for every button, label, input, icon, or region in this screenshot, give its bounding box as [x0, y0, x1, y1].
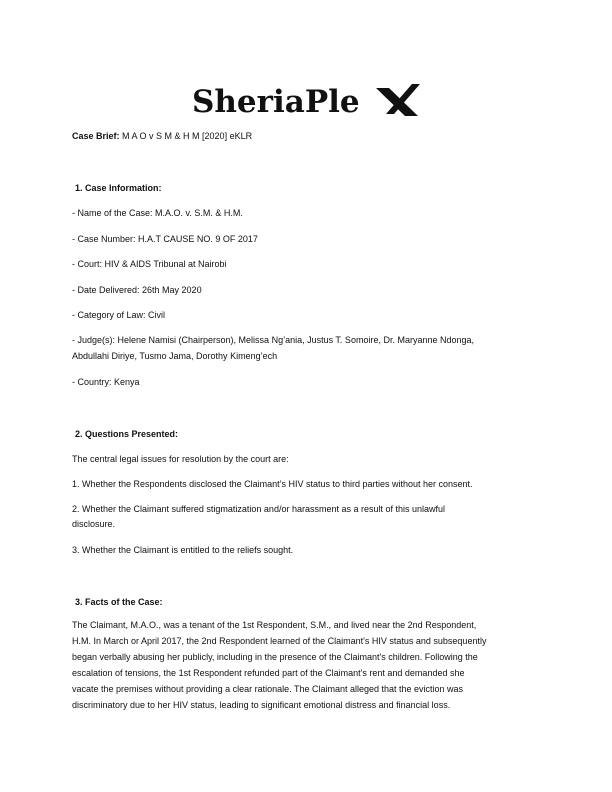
questions-intro: The central legal issues for resolution by the court are: — [72, 454, 289, 464]
section-heading-facts: 3. Facts of the Case: — [75, 597, 163, 607]
case-number: - Case Number: H.A.T CAUSE NO. 9 OF 2017 — [72, 234, 258, 244]
section-heading-case-info: 1. Case Information: — [75, 183, 162, 193]
facts-paragraph — [72, 617, 542, 713]
case-brief-line — [72, 130, 252, 143]
facts-line: The Claimant, M.A.O., was a tenant of the 1st Respondent, S.M., and lived near the 2nd Respondent, — [72, 620, 477, 630]
case-category: - Category of Law: Civil — [72, 310, 166, 320]
logo-x-mark — [376, 84, 420, 116]
facts-line: began verbally abusing her publicly, including in the presence of the Claimant's children. Following the — [72, 652, 478, 662]
case-judges-line-2: Abdullahi Diriye, Tusmo Jama, Dorothy Kimeng’ech — [72, 351, 278, 361]
question-2-line-1: 2. Whether the Claimant suffered stigmatization and/or harassment as a result of this unlawful — [72, 504, 446, 514]
case-brief-value: M A O v S M & H M [2020] eKLR — [119, 131, 253, 141]
facts-line: H.M. In March or April 2017, the 2nd Respondent learned of the Claimant's HIV status and subsequently — [72, 636, 487, 646]
case-judges-line-1: - Judge(s): Helene Namisi (Chairperson), Melissa Ng’ania, Justus T. Somoire, Dr. Maryanne Ndonga, — [72, 335, 474, 345]
case-name: - Name of the Case: M.A.O. v. S.M. & H.M. — [72, 208, 243, 218]
sheriaplex-logo — [0, 76, 612, 124]
case-date: - Date Delivered: 26th May 2020 — [72, 285, 202, 295]
question-1: 1. Whether the Respondents disclosed the Claimant’s HIV status to third parties without her consent. — [72, 479, 473, 489]
question-2-line-2: disclosure. — [72, 519, 116, 529]
facts-line: escalation of tensions, the 1st Respondent refunded part of the Claimant's rent and demanded she — [72, 668, 465, 678]
section-heading-questions: 2. Questions Presented: — [75, 429, 179, 439]
case-brief-label: Case Brief: — [72, 131, 120, 141]
case-country: - Country: Kenya — [72, 377, 140, 387]
case-court: - Court: HIV & AIDS Tribunal at Nairobi — [72, 259, 227, 269]
logo-wordmark: SheriaPle — [192, 84, 360, 120]
facts-line: vacate the premises without providing a clear rationale. The Claimant alleged that the eviction was — [72, 684, 464, 694]
facts-line: discriminatory due to her HIV status, leading to significant emotional distress and financial loss. — [72, 700, 451, 710]
question-3: 3. Whether the Claimant is entitled to the reliefs sought. — [72, 545, 294, 555]
